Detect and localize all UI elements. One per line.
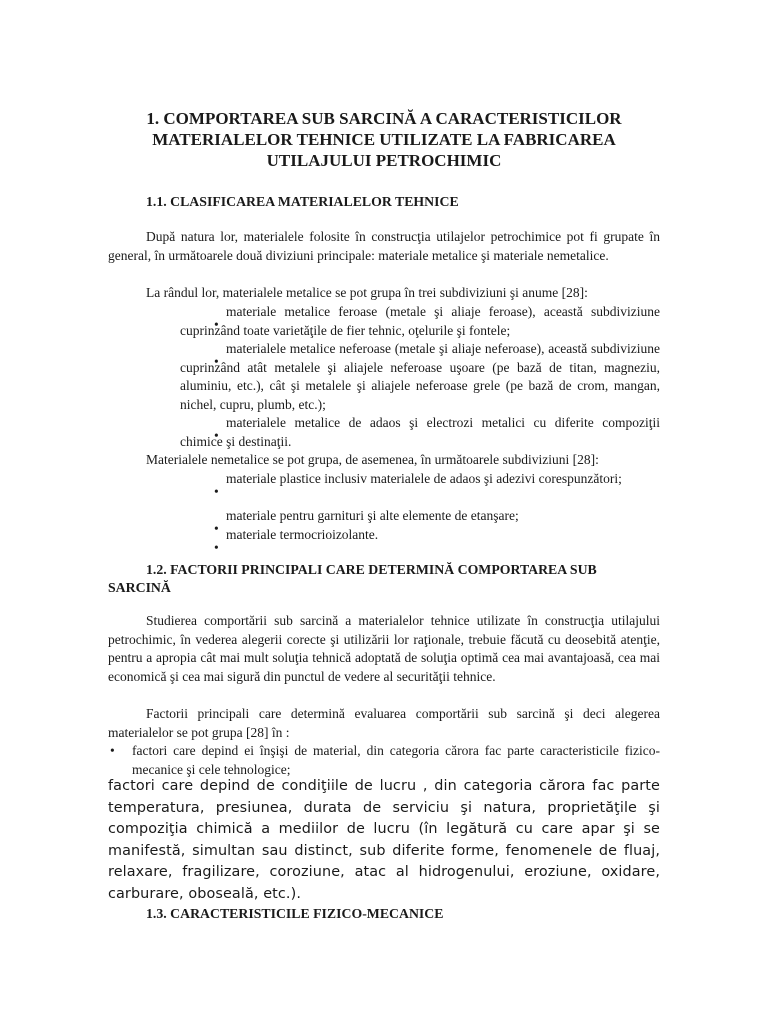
list-item: materiale pentru garnituri şi alte elemente de etanşare; [226, 508, 519, 523]
metal-intro: La rândul lor, materialele metalice se pot grupa în trei subdiviziuni şi anume [28]: [146, 285, 588, 300]
bullet-icon: • [110, 743, 115, 758]
page-title: 1. COMPORTAREA SUB SARCINĂ A CARACTERISTICILOR MATERIALELOR TEHNICE UTILIZATE LA FABRICAREA UTILAJULUI PETROCHIMIC [146, 109, 622, 170]
nonmetal-intro: Materialele nemetalice se pot grupa, de asemenea, în următoarele subdiviziuni [28]: [146, 452, 599, 467]
list-item: materialele metalice de adaos şi electrozi metalici cu diferite compoziţii chimice şi destinaţii. [180, 415, 660, 449]
list-item: materiale termocrioizolante. [226, 527, 379, 542]
list-item: materiale metalice feroase (metale şi aliaje feroase), această subdiviziune cuprinzând toate varietăţile de fier tehnic, oţelurile şi fontele; [180, 304, 660, 338]
section-1-2-para2: Factorii principali care determină evaluarea comportării sub sarcină şi deci alegerea materialelor se pot grupa [28] în : [108, 706, 660, 740]
section-1-1-heading: 1.1. CLASIFICAREA MATERIALELOR TEHNICE [146, 194, 459, 209]
section-1-1-intro: După natura lor, materialele folosite în construcţia utilajelor petrochimice pot fi grupate în general, în următoarele două diviziuni principale: materiale metalice şi materiale nemetalice. [108, 229, 660, 263]
section-1-2-para1: Studierea comportării sub sarcină a materialelor tehnice utilizate în construcţia utilajului petrochimic, în vederea alegerii corecte şi utilizării lor raţionale, trebuie făcută cu deosebită atenţie, pentru a apropia cât mai mult soluţia tehnică adoptată de soluţia optimă cea mai avantajoasă, cea mai economică şi cea mai sigură din punctul de vedere al securităţii tehnice. [108, 613, 660, 684]
list-item: materialele metalice neferoase (metale şi aliaje neferoase), această subdiviziune cuprinzând atât metalele şi aliajele neferoase uşoare (pe bază de titan, magneziu, aluminiu, etc.), cât şi metalele şi aliajele neferoase grele (pe bază de crom, mangan, nichel, cupru, plumb, etc.); [180, 341, 660, 412]
section-1-3-heading: 1.3. CARACTERISTICILE FIZICO-MECANICE [146, 906, 444, 921]
working-conditions-paragraph: factori care depind de condiţiile de lucru , din categoria cărora fac parte temperatura, presiunea, durata de serviciu şi natura, proprietăţile şi compoziţia chimică a mediilor de lucru (în legătură cu care apar şi se manifestă, simultan sau distinct, sub diferite forme, fenomenele de fluaj, relaxare, fragilizare, coroziune, atac al hidrogenului, eroziune, oxidare, carburare, oboseală, etc.). [108, 778, 660, 902]
list-item: factori care depind ei înşişi de material, din categoria cărora fac parte caracteristicile fizico-mecanice şi cele tehnologice; [132, 743, 660, 777]
section-1-2-heading: 1.2. FACTORII PRINCIPALI CARE DETERMINĂ COMPORTAREA SUB SARCINĂ [108, 562, 597, 595]
list-item: materiale plastice inclusiv materialele de adaos şi adezivi corespunzători; [226, 471, 622, 486]
